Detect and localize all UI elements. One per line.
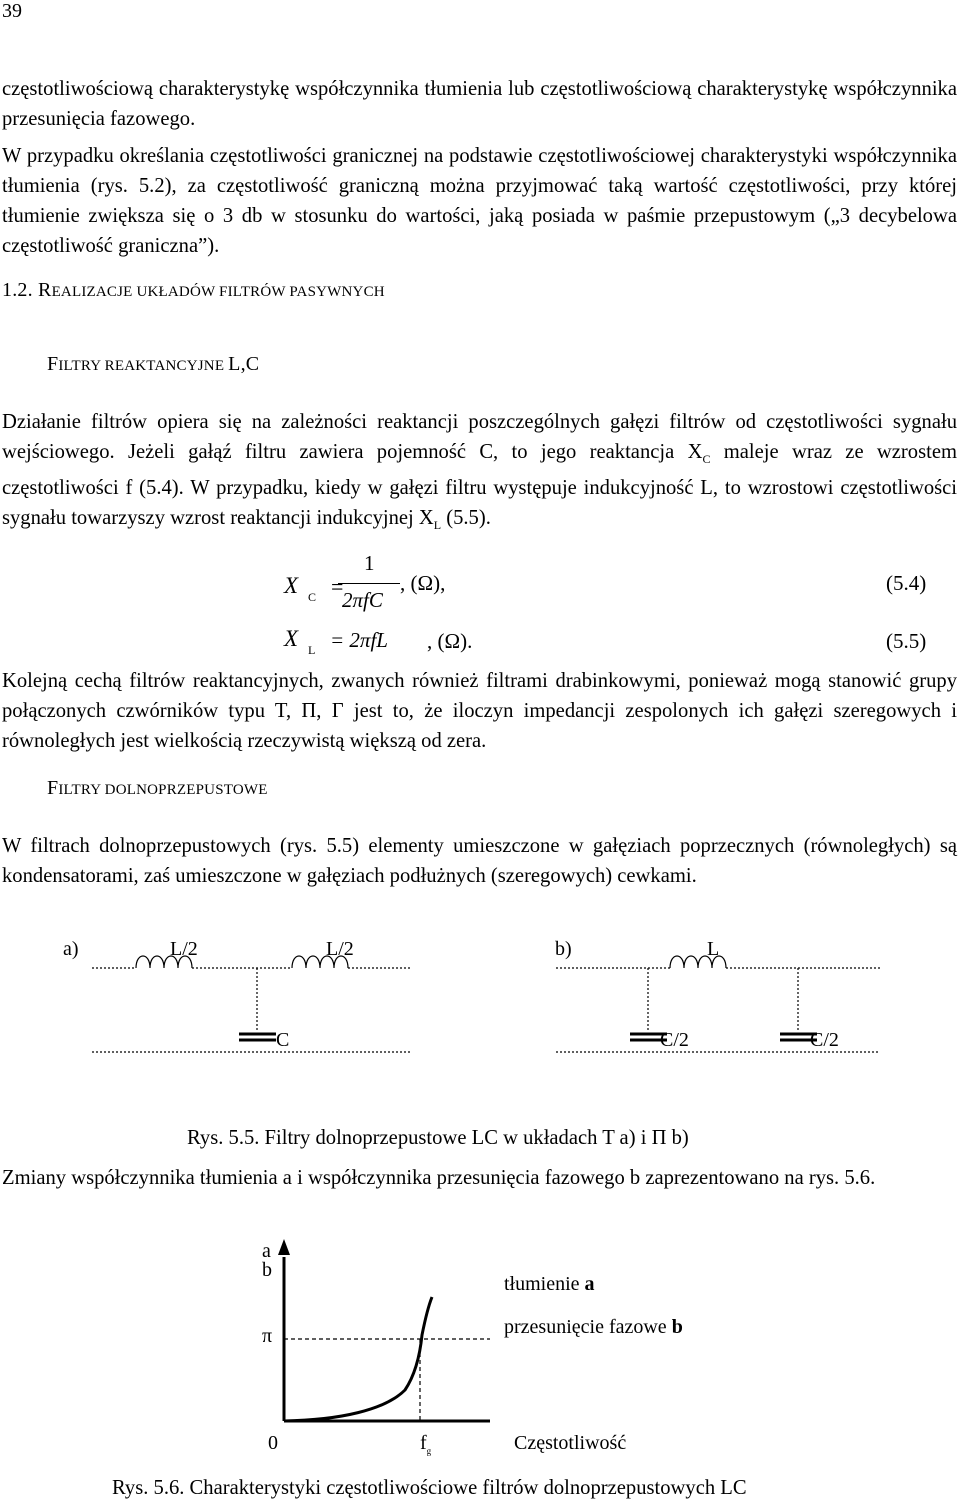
frequency-characteristic-graph <box>0 1235 960 1465</box>
paragraph-6: Zmiany współczynnika tłumienia a i współczynnika przesunięcia fazowego b zaprezentowano na rys. 5.6. <box>2 1167 876 1189</box>
fg-sub: g <box>426 1446 432 1456</box>
figure-caption-5-6: Rys. 5.6. Charakterystyki częstotliwościowe filtrów dolnoprzepustowych LC <box>112 1477 747 1499</box>
eq2-lhs: X <box>284 626 299 651</box>
eq2-rhs: = 2πfL <box>330 628 388 652</box>
paragraph-3 <box>2 408 957 540</box>
circuit-label-c2-2: C/2 <box>810 1029 839 1051</box>
figure-caption-5-5: Rys. 5.5. Filtry dolnoprzepustowe LC w układach T a) i Π b) <box>187 1127 689 1149</box>
graph-x-label: Częstotliwość <box>514 1432 627 1454</box>
circuit-label-c2-1: C/2 <box>660 1029 689 1051</box>
eq1-unit: , (Ω), <box>400 571 446 595</box>
eq1-fraction-bar <box>338 583 400 584</box>
circuit-label-a: a) <box>63 938 79 960</box>
circuit-label-b: b) <box>555 938 572 960</box>
section-heading-rest: EALIZACJE UKŁADÓW FILTRÓW PASYWNYCH <box>51 284 385 300</box>
subheading-tail: L,C <box>228 353 260 375</box>
graph-attenuation-label <box>504 1273 595 1296</box>
circuit-label-c: C <box>276 1029 290 1051</box>
section-number: 1.2. <box>2 279 33 301</box>
graph-y-label-a: a <box>262 1240 271 1262</box>
y-axis-arrow <box>278 1239 290 1255</box>
section-heading <box>2 279 385 302</box>
attenuation-symbol: a <box>584 1273 595 1295</box>
para3-part3: (5.5). <box>441 506 491 529</box>
eq1-number: (5.4) <box>886 571 927 595</box>
graph-y-label-b: b <box>262 1259 272 1281</box>
paragraph-4: Kolejną cechą filtrów reaktancyjnych, zwanych również filtrami drabinkowymi, ponieważ mogą stanowić grupy połączonych czwórników typu T, Π, Γ jest to, że iloczyn impedancji zespolonych ich gałęzi szeregowych i równoległych jest wielkością rzeczywistą większą od zera. <box>2 670 957 752</box>
eq1-lhs: X <box>284 573 299 598</box>
phase-symbol: b <box>671 1316 683 1338</box>
graph-pi-label: π <box>262 1325 273 1347</box>
subheading-cap: F <box>47 353 59 375</box>
subheading2-rest: ILTRY DOLNOPRZEPUSTOWE <box>58 782 268 798</box>
eq1-denominator: 2πfC <box>342 588 383 612</box>
phase-text: przesunięcie fazowe <box>504 1316 672 1338</box>
subheading-rest: ILTRY REAKTANCYJNE <box>58 358 229 374</box>
graph-phase-label <box>504 1316 683 1339</box>
paragraph-2: W przypadku określania częstotliwości granicznej na podstawie częstotliwościowej charakterystyki współczynnika tłumienia (rys. 5.2), za częstotliwość graniczną można przyjmować taką wartość częstotliwości, przy której tłumienie zwiększa się o 3 db w stosunku do wartości, jaką posiada w paśmie przepustowym („3 decybelowa częstotliwość graniczna”). <box>2 145 957 257</box>
para3-sub-l: L <box>433 517 442 532</box>
paragraph-1: częstotliwościową charakterystykę współczynnika tłumienia lub częstotliwościową charakterystykę współczynnika przesunięcia fazowego. <box>2 78 957 130</box>
eq2-lhs-sub: L <box>308 643 316 657</box>
subheading-reactive-filters <box>47 353 259 376</box>
circuit-label-l2-1: L/2 <box>170 938 198 960</box>
attenuation-curve <box>284 1297 432 1421</box>
subheading-lowpass <box>47 777 268 800</box>
fg-text: f <box>420 1432 427 1454</box>
para3-sub-c: C <box>702 451 711 466</box>
eq2-unit: , (Ω). <box>427 629 473 653</box>
paragraph-5: W filtrach dolnoprzepustowych (rys. 5.5) elementy umieszczone w gałęziach poprzecznych (równoległych) są kondensatorami, zaś umieszczone w gałęziach podłużnych (szeregowych) cewkami. <box>2 835 957 887</box>
eq2-number: (5.5) <box>886 629 927 653</box>
graph-origin-label: 0 <box>268 1432 278 1454</box>
circuit-label-l2-2: L/2 <box>326 938 354 960</box>
para3-part1: Działanie filtrów opiera się na zależności reaktancji poszczególnych gałęzi filtrów od częstotliwości sygnału wejściowego. Jeżeli gałąź filtru zawiera pojemność C, to jego reaktancja X <box>2 411 957 463</box>
eq1-numerator: 1 <box>364 551 375 575</box>
eq1-equals: = <box>331 574 344 599</box>
section-heading-cap: R <box>38 279 52 301</box>
graph-fg-label <box>420 1432 431 1456</box>
para3-part2: maleje wraz ze wzrostem częstotliwości f (5.4). W przypadku, kiedy w gałęzi filtru występuje indukcyjność L, to wzrostowi częstotliwości sygnału towarzyszy wzrost reaktancji indukcyjnej X <box>2 440 957 529</box>
eq1-lhs-sub: C <box>308 590 317 604</box>
circuit-label-l: L <box>707 938 720 960</box>
attenuation-text: tłumienie <box>504 1273 585 1295</box>
page-number: 39 <box>2 0 22 22</box>
subheading2-cap: F <box>47 777 59 799</box>
